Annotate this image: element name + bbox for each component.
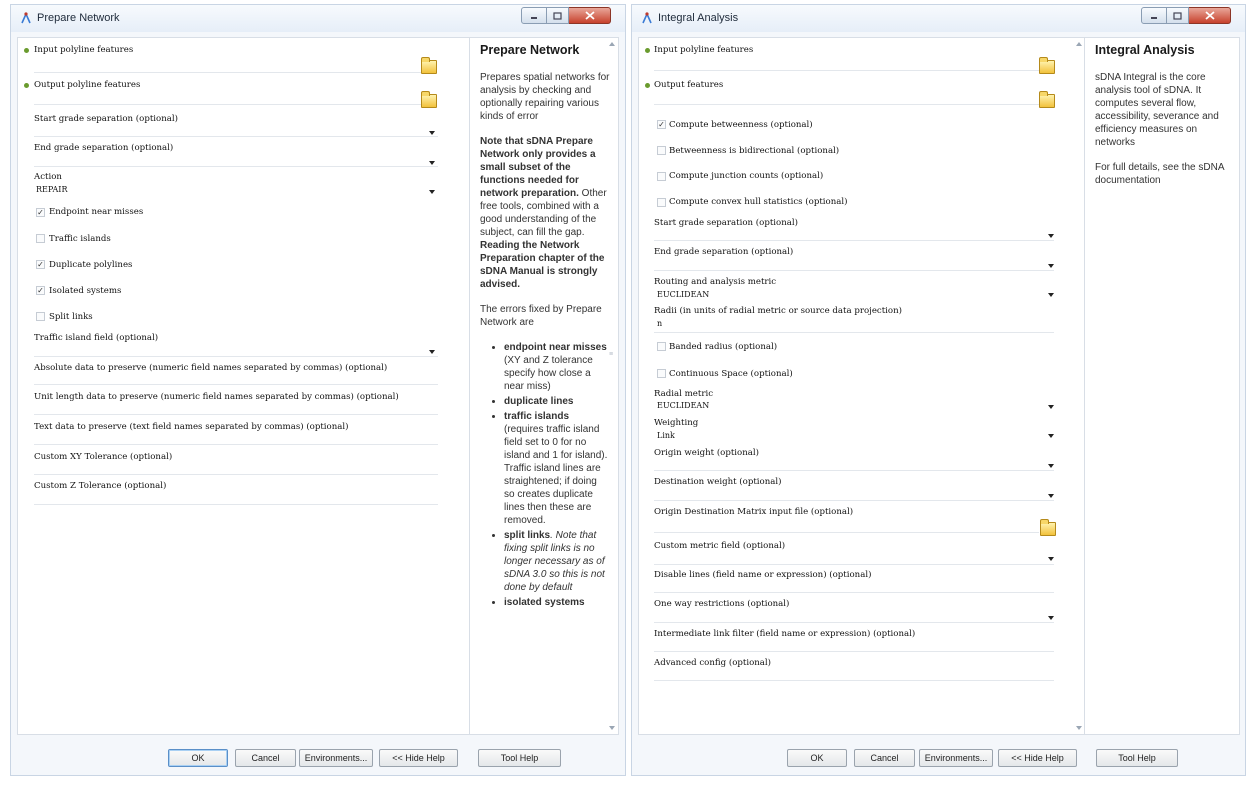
od-matrix-label: Origin Destination Matrix input file (optional) [654,507,854,517]
list-item-title: endpoint near misses [504,342,607,353]
environments-button[interactable]: Environments... [919,749,993,767]
list-item-title: duplicate lines [504,396,574,407]
od-matrix-field[interactable] [654,532,1039,533]
dropdown-arrow-icon[interactable] [429,131,435,135]
form-scrollbar[interactable] [1075,42,1083,730]
end-grade-label: End grade separation (optional) [654,247,794,257]
minimize-icon [1150,12,1158,20]
output-features-label: Output features [654,80,724,90]
tool-help-button[interactable]: Tool Help [1096,749,1178,767]
text-data-field[interactable] [34,444,438,445]
advanced-config-field[interactable] [654,680,1054,681]
end-grade-dropdown[interactable] [34,166,438,167]
cancel-button[interactable]: Cancel [235,749,296,767]
list-item [504,410,610,527]
required-dot-icon [645,48,650,53]
weighting-dropdown[interactable]: Link [657,431,675,440]
traffic-islands-checkbox[interactable] [36,234,45,243]
help-note-bold: Note that sDNA Prepare Network only provides a small subset of the functions needed for network preparation. [480,136,596,199]
dropdown-arrow-icon[interactable] [429,190,435,194]
help-note [480,135,610,291]
scroll-down-icon[interactable] [1076,726,1082,730]
traffic-islands-label: Traffic islands [49,234,111,244]
dropdown-arrow-icon[interactable] [1048,616,1054,620]
isolated-checkbox[interactable]: ✓ [37,286,44,295]
parameters-panel [17,37,470,735]
environments-button[interactable]: Environments... [299,749,373,767]
minimize-icon [530,12,538,20]
radii-field[interactable]: n [657,319,663,328]
junction-label: Compute junction counts (optional) [669,171,824,181]
open-folder-icon[interactable] [1039,94,1055,108]
unit-length-field[interactable] [34,414,438,415]
required-dot-icon [24,83,29,88]
required-dot-icon [645,83,650,88]
output-features-field[interactable] [654,104,1039,105]
advanced-config-label: Advanced config (optional) [654,658,772,668]
origin-weight-dropdown[interactable] [654,470,1054,471]
input-polyline-field[interactable] [654,70,1039,71]
dropdown-arrow-icon[interactable] [1048,557,1054,561]
scroll-down-icon[interactable] [609,726,615,730]
window-title: Integral Analysis [658,12,739,24]
dropdown-arrow-icon[interactable] [429,350,435,354]
xy-tolerance-field[interactable] [34,474,438,475]
close-icon [1205,11,1215,20]
list-item [504,596,610,609]
list-item [504,395,610,408]
maximize-button[interactable] [547,7,569,24]
destination-weight-dropdown[interactable] [654,500,1054,501]
input-polyline-field[interactable] [34,72,424,73]
split-links-label: Split links [49,312,93,322]
action-label: Action [34,172,62,182]
routing-dropdown[interactable]: EUCLIDEAN [657,290,710,299]
one-way-dropdown[interactable] [654,622,1054,623]
help-details: For full details, see the sDNA documentation [1095,162,1224,186]
help-note-advice: Reading the Network Preparation chapter of the sDNA Manual is strongly advised. [480,240,605,290]
help-description: Prepares spatial networks for analysis by checking and optionally repairing various kinds of error [480,72,610,122]
scroll-up-icon[interactable] [1076,42,1082,46]
dropdown-arrow-icon[interactable] [1048,264,1054,268]
dropdown-arrow-icon[interactable] [429,161,435,165]
betweenness-checkbox[interactable]: ✓ [658,120,665,129]
list-item-text: . Note that fixing split links is no longer necessary as of sDNA 3.0 so this is not done by default [504,530,605,593]
traffic-field-dropdown[interactable] [34,356,438,357]
intermediate-filter-label: Intermediate link filter (field name or expression) (optional) [654,629,916,639]
open-folder-icon[interactable] [421,94,437,108]
tool-icon [640,11,654,25]
minimize-button[interactable] [1141,7,1167,24]
title-bar[interactable] [632,5,1245,32]
help-panel [1084,37,1240,735]
endpoint-checkbox[interactable]: ✓ [37,208,44,217]
help-heading: Prepare Network [480,43,580,57]
endpoint-label: Endpoint near misses [49,207,144,217]
maximize-icon [553,12,562,20]
list-item-text: (XY and Z tolerance specify how close a near miss) [504,355,593,392]
continuous-space-checkbox[interactable] [657,369,666,378]
dropdown-arrow-icon[interactable] [1048,405,1054,409]
help-description: sDNA Integral is the core analysis tool of sDNA. It computes several flow, accessibility, severance and efficiency measures on networks [1095,72,1219,148]
help-note-text: Other free tools, combined with a good understanding of the subject, can fill the gap. [480,188,607,238]
traffic-field-label: Traffic island field (optional) [34,333,159,343]
scroll-grip-icon[interactable]: ≡ [609,351,614,358]
z-tolerance-label: Custom Z Tolerance (optional) [34,481,167,491]
hide-help-button[interactable]: << Hide Help [998,749,1077,767]
list-item [504,341,610,393]
title-bar[interactable] [11,5,625,32]
help-heading: Integral Analysis [1095,43,1195,57]
close-button[interactable] [569,7,611,24]
parameters-panel [638,37,1086,735]
dropdown-arrow-icon[interactable] [1048,234,1054,238]
banded-radius-checkbox[interactable] [657,342,666,351]
hide-help-button[interactable]: << Hide Help [379,749,458,767]
weighting-label: Weighting [654,418,699,428]
list-item-title: split links [504,530,551,541]
close-button[interactable] [1189,7,1231,24]
cancel-button[interactable]: Cancel [854,749,915,767]
disable-lines-field[interactable] [654,592,1054,593]
window-controls [1141,7,1231,25]
dropdown-arrow-icon[interactable] [1048,434,1054,438]
duplicate-label: Duplicate polylines [49,260,133,270]
output-polyline-field[interactable] [34,104,424,105]
one-way-label: One way restrictions (optional) [654,599,790,609]
intermediate-filter-field[interactable] [654,651,1054,652]
betweenness-label: Compute betweenness (optional) [669,120,813,130]
help-panel [469,37,619,735]
help-errors-intro: The errors fixed by Prepare Network are [480,304,602,328]
list-item-text: (requires traffic island field set to 0 for no island and 1 for island). Traffic island lines are straightened; if doing so creates duplicate lines then these are removed. [504,424,608,526]
radii-field-underline [654,332,1054,333]
required-dot-icon [24,48,29,53]
destination-weight-label: Destination weight (optional) [654,477,782,487]
continuous-space-label: Continuous Space (optional) [669,369,793,379]
routing-label: Routing and analysis metric [654,277,777,287]
banded-radius-label: Banded radius (optional) [669,342,778,352]
bidirectional-checkbox[interactable] [657,146,666,155]
open-folder-icon[interactable] [1040,522,1056,536]
prepare-network-window [10,4,626,776]
action-dropdown[interactable]: REPAIR [36,185,68,194]
junction-checkbox[interactable] [657,172,666,181]
list-item [504,529,610,594]
radial-metric-label: Radial metric [654,389,714,399]
radial-metric-dropdown[interactable]: EUCLIDEAN [657,401,710,410]
dropdown-arrow-icon[interactable] [1048,464,1054,468]
tool-help-button[interactable]: Tool Help [478,749,561,767]
help-errors-list [480,341,610,609]
text-data-label: Text data to preserve (text field names separated by commas) (optional) [34,422,349,432]
start-grade-dropdown[interactable] [654,240,1054,241]
maximize-button[interactable] [1167,7,1189,24]
close-icon [585,11,595,20]
open-folder-icon[interactable] [1039,60,1055,74]
bidirectional-label: Betweenness is bidirectional (optional) [669,146,840,156]
z-tolerance-field[interactable] [34,504,438,505]
output-polyline-label: Output polyline features [34,80,141,90]
radii-label: Radii (in units of radial metric or source data projection) [654,306,902,316]
integral-analysis-window [631,4,1246,776]
hull-label: Compute convex hull statistics (optional) [669,197,848,207]
window-controls [521,7,611,25]
end-grade-label: End grade separation (optional) [34,143,174,153]
help-scrollbar[interactable] [608,42,616,730]
tool-icon [19,11,33,25]
window-title: Prepare Network [37,12,120,24]
ok-button[interactable]: OK [787,749,847,767]
ok-button[interactable]: OK [168,749,228,767]
duplicate-checkbox[interactable]: ✓ [37,260,44,269]
absolute-data-label: Absolute data to preserve (numeric field names separated by commas) (optional) [34,363,388,373]
dropdown-arrow-icon[interactable] [1048,293,1054,297]
custom-metric-dropdown[interactable] [654,564,1054,565]
minimize-button[interactable] [521,7,547,24]
isolated-label: Isolated systems [49,286,122,296]
hull-checkbox[interactable] [657,198,666,207]
unit-length-label: Unit length data to preserve (numeric field names separated by commas) (optional) [34,392,399,402]
disable-lines-label: Disable lines (field name or expression) (optional) [654,570,872,580]
origin-weight-label: Origin weight (optional) [654,448,759,458]
scroll-up-icon[interactable] [609,42,615,46]
dropdown-arrow-icon[interactable] [1048,494,1054,498]
custom-metric-label: Custom metric field (optional) [654,541,786,551]
open-folder-icon[interactable] [421,60,437,74]
list-item-title: traffic islands [504,411,570,422]
input-polyline-label: Input polyline features [34,45,134,55]
start-grade-label: Start grade separation (optional) [34,114,178,124]
absolute-data-field[interactable] [34,384,438,385]
start-grade-dropdown[interactable] [34,136,438,137]
start-grade-label: Start grade separation (optional) [654,218,798,228]
input-polyline-label: Input polyline features [654,45,754,55]
end-grade-dropdown[interactable] [654,270,1054,271]
xy-tolerance-label: Custom XY Tolerance (optional) [34,452,173,462]
maximize-icon [1173,12,1182,20]
list-item-title: isolated systems [504,597,585,608]
split-links-checkbox[interactable] [36,312,45,321]
